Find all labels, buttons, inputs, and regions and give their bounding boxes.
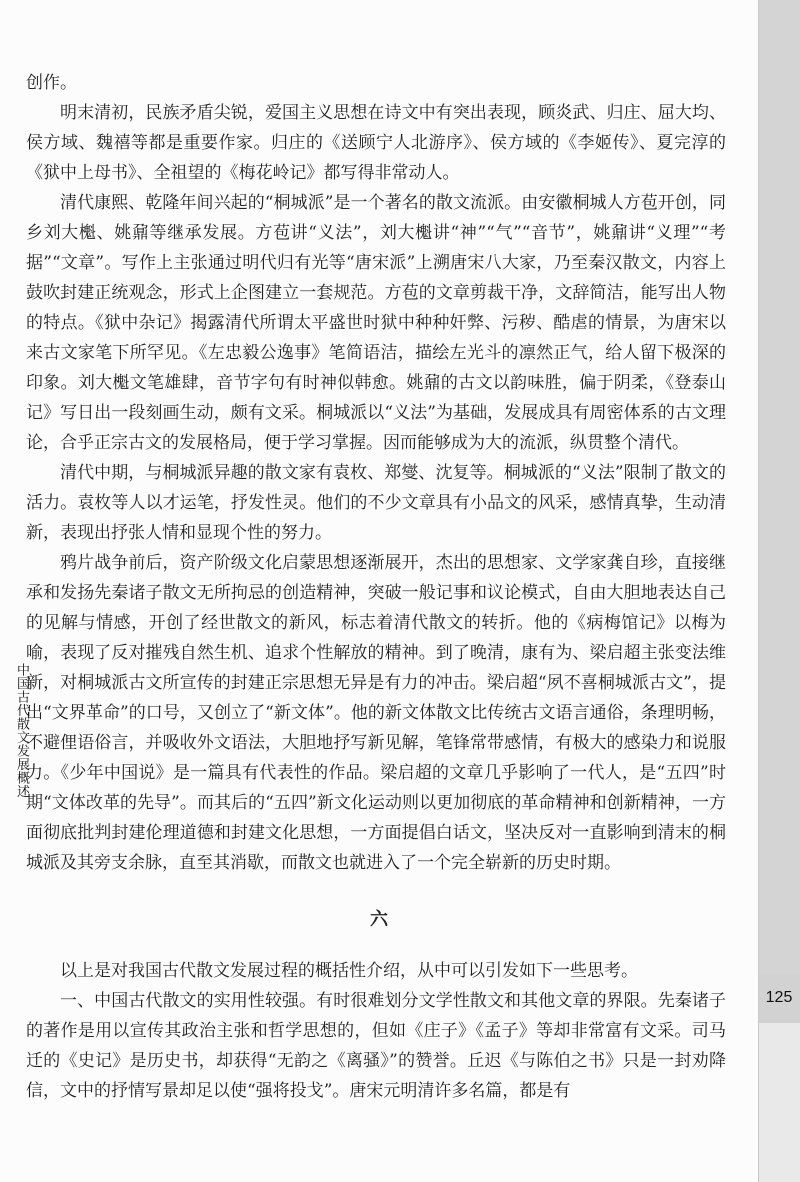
paragraph-opium-war: 鸦片战争前后，资产阶级文化启蒙思想逐渐展开，杰出的思想家、文学家龚自珍，直接继承和发扬先秦诸子散文无所拘忌的创造精神，突破一般记事和议论模式，自由大胆地表达自己的见解与情感，开创了经世散文的新风，标志着清代散文的转折。他的《病梅馆记》以梅为喻，表现了反对摧残自然生机、追求个性解放的精神。到了晚清，康有为、梁启超主张变法维新，对桐城派古文所宣传的封建正宗思想无异是有力的冲击。梁启超“夙不喜桐城派古文”，提出“文界革命”的口号，又创立了“新文体”。他的新文体散文比传统古文语言通俗，条理明畅，不避俚语俗言，并吸收外文语法，大胆地抒写新见解，笔锋常带感情，有极大的感染力和说服力。《少年中国说》是一篇具有代表性的作品。梁启超的文章几乎影响了一代人，是“五四”时期“文体改革的先导”。而其后的“五四”新文化运动则以更加彻底的革命精神和创新精神，一方面彻底批判封建伦理道德和封建文化思想，一方面提倡白话文，坚决反对一直影响到清末的桐城派及其旁支余脉，直至其消歇，而散文也就进入了一个完全崭新的历史时期。 (26, 553, 726, 873)
paragraph-mid-qing: 清代中期，与桐城派异趣的散文家有袁枚、郑燮、沈复等。桐城派的“义法”限制了散文的活力。袁枚等人以才运笔，抒发性灵。他们的不少文章具有小品文的风采，感情真挚，生动清新，表现出抒张人情和显现个性的努力。 (26, 463, 726, 543)
running-title: 中国古代散文发展概述 (14, 663, 29, 798)
paragraph-summary: 以上是对我国古代散文发展过程的概括性介绍，从中可以引发如下一些思考。 (60, 961, 638, 981)
main-text (26, 68, 726, 878)
page-number: 125 (765, 989, 793, 1006)
paragraph-continuation: 创作。 (26, 73, 77, 93)
section-text (26, 956, 726, 1106)
section-heading: 六 (370, 909, 388, 930)
paragraph-ming-qing: 明末清初，民族矛盾尖锐，爱国主义思想在诗文中有突出表现，顾炎武、归庄、屈大均、侯方域、魏禧等都是重要作家。归庄的《送顾宁人北游序》、侯方域的《李姬传》、夏完淳的《狱中上母书》、全祖望的《梅花岭记》都写得非常动人。 (26, 103, 726, 183)
paragraph-point-one: 一、中国古代散文的实用性较强。有时很难划分文学性散文和其他文章的界限。先秦诸子的著作是用以宣传其政治主张和哲学思想的，但如《庄子》《孟子》等却非常富有文采。司马迁的《史记》是历史书，却获得“无韵之《离骚》”的赞誉。丘迟《与陈伯之书》只是一封劝降信，文中的抒情写景却足以使“强将投戈”。唐宋元明清许多名篇，都是有 (26, 991, 726, 1101)
paragraph-tongcheng: 清代康熙、乾隆年间兴起的“桐城派”是一个著名的散文流派。由安徽桐城人方苞开创，同乡刘大櫆、姚鼐等继承发展。方苞讲“义法”，刘大櫆讲“神”“气”“音节”，姚鼐讲“义理”“考据”“文章”。写作上主张通过明代归有光等“唐宋派”上溯唐宋八大家，乃至秦汉散文，内容上鼓吹封建正统观念，形式上企图建立一套规范。方苞的文章剪裁干净，文辞简洁，能写出人物的特点。《狱中杂记》揭露清代所谓太平盛世时狱中种种奸弊、污秽、酷虐的情景，为唐宋以来古文家笔下所罕见。《左忠毅公逸事》笔简语洁，描绘左光斗的凛然正气，给人留下极深的印象。刘大櫆文笔雄肆，音节字句有时神似韩愈。姚鼐的古文以韵味胜，偏于阴柔，《登泰山记》写日出一段刻画生动，颇有文采。桐城派以“义法”为基础，发展成具有周密体系的古文理论，合乎正宗古文的发展格局，便于学习掌握。因而能够成为大的流派，纵贯整个清代。 (26, 193, 726, 453)
